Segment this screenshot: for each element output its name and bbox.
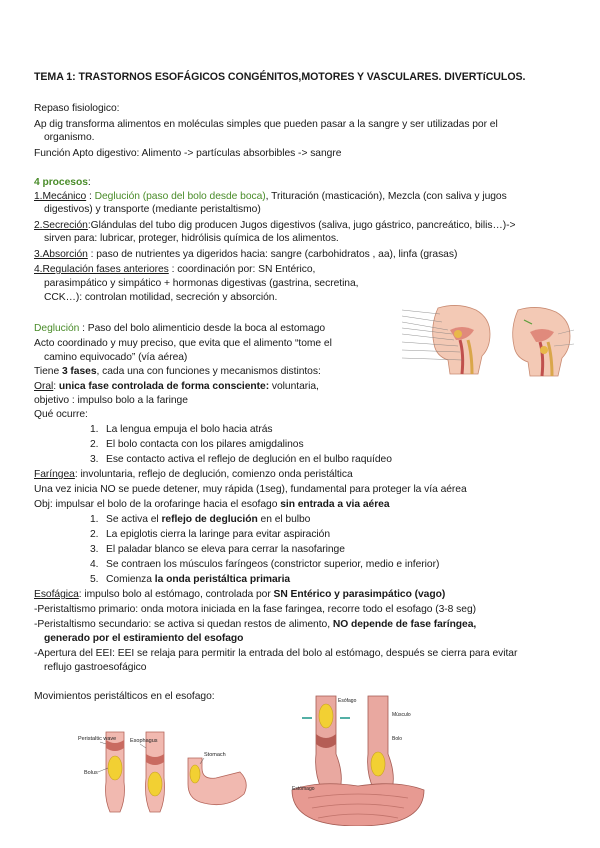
repaso-line: Función Apto digestivo: Alimento -> partículas absorbibles -> sangre (34, 148, 342, 159)
esophagus-tube-1 (106, 732, 125, 812)
fase-esofagica (34, 588, 445, 601)
proceso-2 (34, 219, 515, 232)
faringea-step (90, 543, 345, 556)
oral-step-text: El bolo contacta con los pilares amigdalinos (106, 439, 304, 450)
proceso-2-cont: sirven para: lubricar, proteger, hidrólisis química de los alimentos. (44, 233, 339, 244)
fig-left-label: Peristaltic wave (78, 736, 117, 742)
fase-oral-label: Oral (34, 381, 54, 392)
faringea-step-number: 5. (90, 574, 99, 585)
proceso-1-colon: : (86, 191, 95, 202)
proceso-4-text: : coordinación por: SN Entérico, (168, 264, 316, 275)
peristaltismo-secundario-text: -Peristaltismo secundario: se activa si quedan restos de alimento, (34, 619, 333, 630)
fig-left-label: Esophagus (130, 738, 158, 744)
oral-step (90, 423, 273, 436)
oral-step-text: La lengua empuja el bolo hacia atrás (106, 424, 273, 435)
faringea-step-text: La epiglotis cierra la laringe para evitar aspiración (106, 529, 331, 540)
faringea-step (90, 513, 310, 526)
faringea-step-text: Comienza (106, 574, 155, 585)
faringea-step-number: 3. (90, 544, 99, 555)
proceso-4-label: 4.Regulación fases anteriores (34, 264, 169, 275)
apertura-eei: -Apertura del EEI: EEI se relaja para permitir la entrada del bolo al estómago, después se cierra para evitar (34, 648, 518, 659)
deglucion-line: camino equivocado” (vía aérea) (44, 352, 188, 363)
oral-step-number: 3. (90, 454, 99, 465)
fase-faringea-label: Faríngea (34, 469, 75, 480)
proceso-1-cont: digestivos) y transporte (mediante peristaltismo) (44, 204, 261, 215)
fases-intro-pre: Tiene (34, 366, 62, 377)
oral-step-number: 1. (90, 424, 99, 435)
peristaltismo-secundario-cont (44, 632, 243, 645)
esophagus-tube-2 (146, 732, 165, 812)
procesos-heading-colon: : (87, 177, 91, 188)
fig-left-label: Stomach (204, 752, 226, 758)
peristaltismo-secundario (34, 618, 476, 631)
procesos-heading (34, 176, 91, 189)
proceso-2-label: 2.Secreción (34, 220, 88, 231)
fig-left-label: Bolus (84, 770, 98, 776)
fase-faringea (34, 468, 353, 481)
proceso-1-text: , Trituración (masticación), Mezcla (con saliva y jugos (265, 191, 507, 202)
proceso-3-label: 3.Absorción (34, 249, 88, 260)
proceso-2-text: :Glándulas del tubo dig producen Jugos digestivos (saliva, jugo gástrico, pancreático, bilis…)-> (87, 220, 516, 231)
deglution-anatomy-figure (398, 300, 584, 384)
proceso-1 (34, 190, 507, 203)
repaso-line: Ap dig transforma alimentos en moléculas simples que pueden pasar a la sangre y ser utilizadas por el (34, 119, 498, 130)
faringea-step (90, 558, 439, 571)
fase-faringea-obj (34, 498, 390, 511)
peristaltismo-secundario-bold: generado por el estiramiento del esofago (44, 633, 244, 644)
fases-intro (34, 365, 321, 378)
peristalsis-figure-left (76, 728, 254, 816)
deglucion-def (34, 322, 325, 335)
peristaltismo-secundario-bold: NO depende de fase faríngea, (332, 619, 477, 630)
faringea-obj-pre: Obj: impulsar el bolo de la orofaringe hacia el esofago (34, 499, 281, 510)
fig-right-label: Estómago (292, 786, 315, 792)
oral-step (90, 453, 392, 466)
fase-faringea-line: Una vez inicia NO se puede detener, muy rápida (1seg), fundamental para proteger la vía aérea (34, 484, 467, 495)
faringea-step-text: El paladar blanco se eleva para cerrar la nasofaringe (106, 544, 345, 555)
proceso-4 (34, 263, 315, 276)
fases-intro-post: , cada una con funciones y mecanismos distintos: (96, 366, 321, 377)
fig-right-label: Músculo (392, 712, 411, 718)
apertura-eei-cont: reflujo gastroesofágico (44, 662, 147, 673)
oral-step-number: 2. (90, 439, 99, 450)
fase-esofagica-text: : impulso bolo al estómago, controlada por (78, 589, 274, 600)
fases-intro-bold: 3 fases (61, 366, 97, 377)
faringea-step-number: 2. (90, 529, 99, 540)
faringea-step (90, 573, 290, 586)
fase-esofagica-label: Esofágica (34, 589, 79, 600)
fig-right-label: Esófago (338, 698, 357, 704)
faringea-step-text: Se contraen los músculos faríngeos (constrictor superior, medio e inferior) (106, 559, 440, 570)
fig-right-label: Bolo (392, 736, 403, 742)
repaso-heading: Repaso fisiologico: (34, 103, 120, 114)
faringea-step (90, 528, 330, 541)
faringea-step-text: Se activa el (106, 514, 162, 525)
faringea-obj-bold: sin entrada a via aérea (280, 499, 390, 510)
fase-oral-bold: unica fase controlada de forma consciente: (58, 381, 270, 392)
faringea-step-number: 1. (90, 514, 99, 525)
fase-oral-post: voluntaria, (269, 381, 319, 392)
proceso-4-cont: parasimpático y simpático + hormonas digestivas (gastrina, secretina, (44, 278, 359, 289)
deglucion-text: : Paso del bolo alimenticio desde la boca al estomago (79, 323, 326, 334)
fase-esofagica-bold: SN Entérico y parasimpático (vago) (273, 589, 446, 600)
fase-oral-objetivo: objetivo : impulso bolo a la faringe (34, 395, 188, 406)
peristaltismo-primario: -Peristaltismo primario: onda motora iniciada en la fase faringea, recorre todo el esofago (3-8 seg) (34, 604, 476, 615)
oral-step (90, 438, 304, 451)
deglucion-label: Deglución (34, 323, 80, 334)
fase-faringea-text: : involuntaria, reflejo de deglución, comienzo onda peristáltica (74, 469, 353, 480)
faringea-step-number: 4. (90, 559, 99, 570)
repaso-line: organismo. (44, 132, 95, 143)
faringea-step-bold: la onda peristáltica primaria (154, 574, 291, 585)
oral-step-text: Ese contacto activa el reflejo de deglución en el bulbo raquídeo (106, 454, 392, 465)
deglucion-line: Acto coordinado y muy preciso, que evita que el alimento “tome el (34, 338, 332, 349)
movimientos-heading: Movimientos peristálticos en el esofago: (34, 691, 215, 702)
faringea-step-bold: reflejo de deglución (161, 514, 258, 525)
proceso-4-cont: CCK…): controlan motilidad, secreción y absorción. (44, 292, 278, 303)
fase-oral-colon: : (53, 381, 59, 392)
proceso-1-highlight: Deglución (paso del bolo desde boca) (94, 191, 266, 202)
proceso-1-label: 1.Mecánico (34, 191, 87, 202)
procesos-heading-text: 4 procesos (34, 177, 88, 188)
que-ocurre: Qué ocurre: (34, 409, 88, 420)
proceso-3 (34, 248, 457, 261)
document-title: TEMA 1: TRASTORNOS ESOFÁGICOS CONGÉNITOS,MOTORES Y VASCULARES. DIVERTíCULOS. (34, 71, 526, 83)
peristalsis-figure-right (288, 694, 428, 826)
proceso-3-text: : paso de nutrientes ya digeridos hacia: sangre (carbohidratos , aa), linfa (grasas) (87, 249, 458, 260)
fase-oral (34, 380, 319, 393)
faringea-step-text: en el bulbo (257, 514, 311, 525)
